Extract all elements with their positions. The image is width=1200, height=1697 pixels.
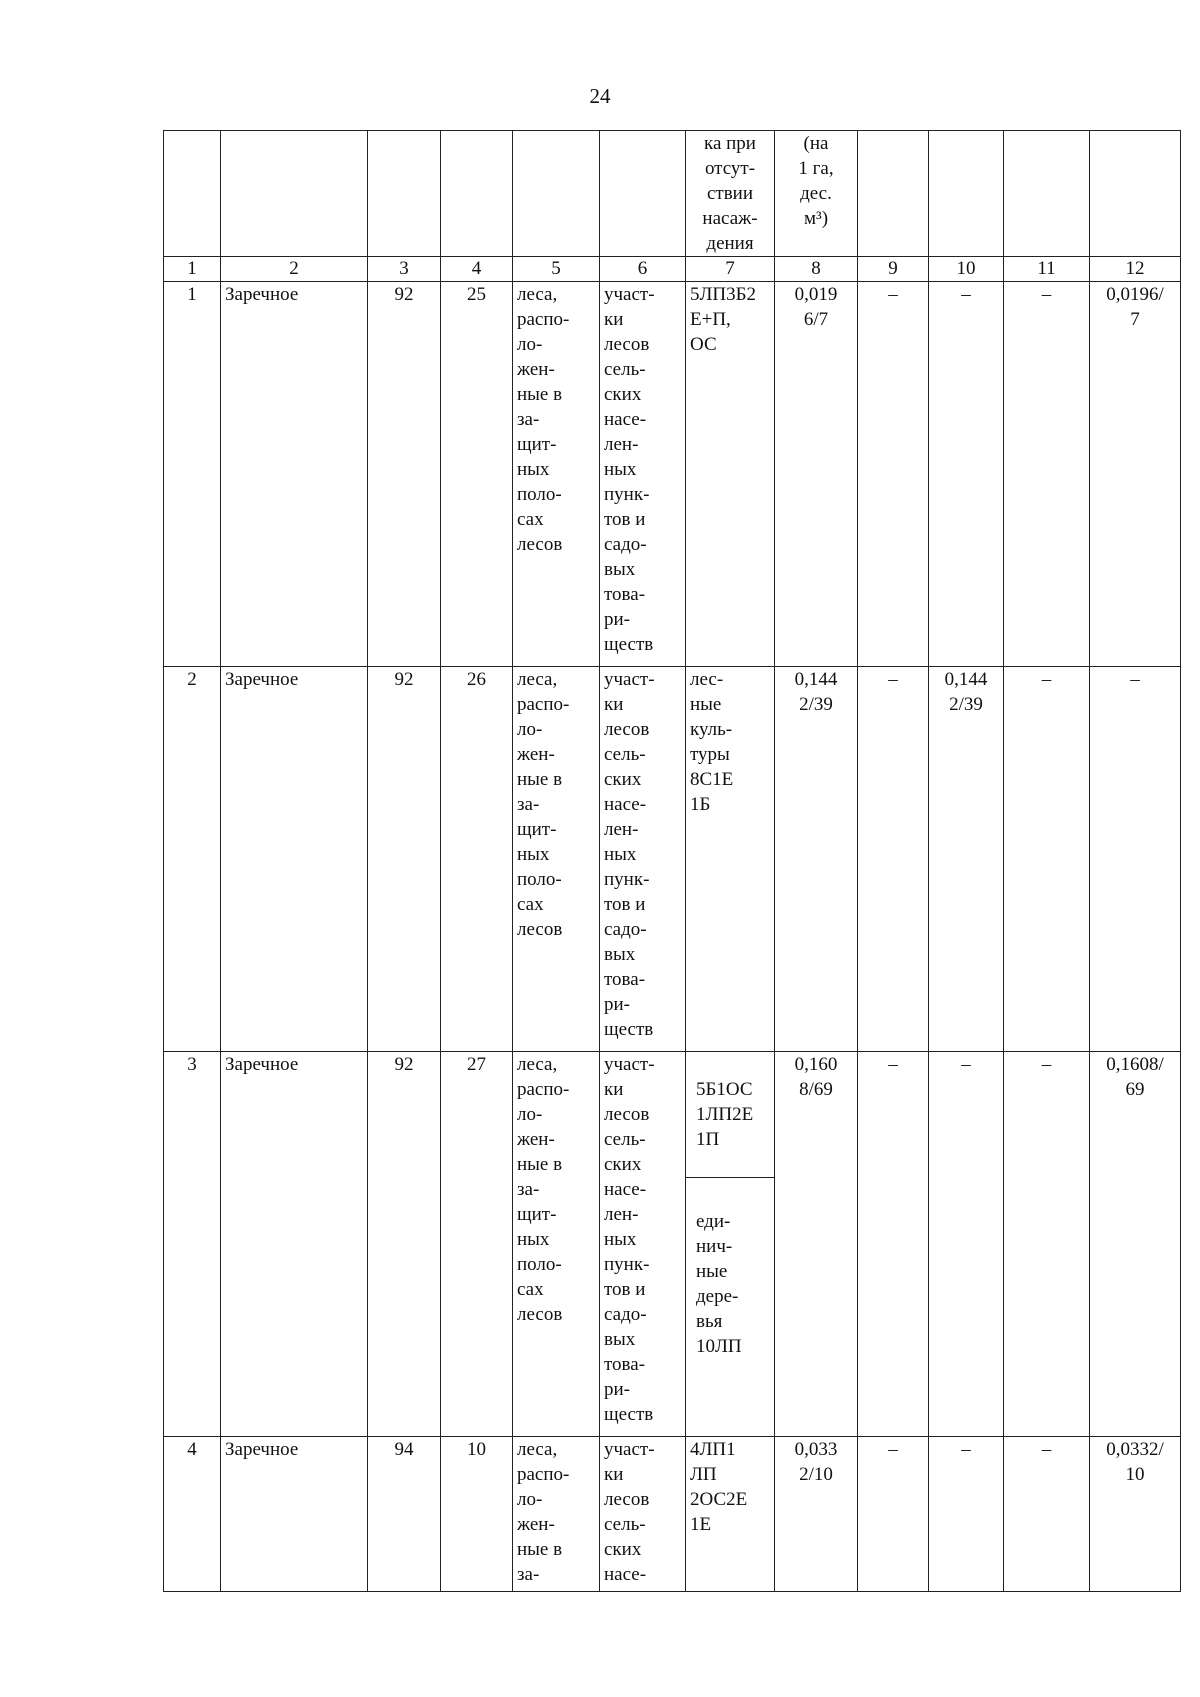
col11-value: – bbox=[1004, 1437, 1090, 1592]
col9-value: – bbox=[858, 282, 929, 667]
col9-value: – bbox=[858, 667, 929, 1052]
forest-category: леса, распо- ло- жен- ные в за- щит- ных поло- сах лесов bbox=[513, 1052, 600, 1437]
page-number: 24 bbox=[589, 84, 611, 108]
header-continuation-row bbox=[164, 131, 1181, 257]
volume-value: 0,019 6/7 bbox=[775, 282, 858, 667]
col10-value: – bbox=[929, 1052, 1004, 1437]
header-cell bbox=[858, 131, 929, 257]
volume-value: 0,144 2/39 bbox=[775, 667, 858, 1052]
header-cell bbox=[1004, 131, 1090, 257]
col11-value: – bbox=[1004, 282, 1090, 667]
header-cell-col8: (на 1 га, дес. м³) bbox=[775, 131, 858, 257]
protective-category: участ- ки лесов сель- ских насе- лен- ных пунк- тов и садо- вых това- ри- ществ bbox=[600, 1052, 686, 1437]
quarter-number: 92 bbox=[368, 667, 441, 1052]
row-number: 2 bbox=[164, 667, 221, 1052]
header-cell bbox=[368, 131, 441, 257]
volume-value: 0,033 2/10 bbox=[775, 1437, 858, 1592]
section-number: 25 bbox=[441, 282, 513, 667]
forest-category: леса, распо- ло- жен- ные в за- щит- ных поло- сах лесов bbox=[513, 667, 600, 1052]
col10-value: – bbox=[929, 1437, 1004, 1592]
quarter-number: 94 bbox=[368, 1437, 441, 1592]
column-number: 4 bbox=[441, 257, 513, 282]
stand-composition: 5Б1ОС 1ЛП2Е 1П bbox=[686, 1077, 774, 1178]
col12-value: 0,0196/ 7 bbox=[1090, 282, 1181, 667]
column-number: 2 bbox=[221, 257, 368, 282]
col10-value: – bbox=[929, 282, 1004, 667]
table-row bbox=[164, 1437, 1181, 1592]
col12-value: – bbox=[1090, 667, 1181, 1052]
locality-name: Заречное bbox=[221, 1052, 368, 1437]
stand-composition: лес- ные куль- туры 8С1Е 1Б bbox=[686, 667, 775, 1052]
column-number: 12 bbox=[1090, 257, 1181, 282]
protective-category: участ- ки лесов сель- ских насе- лен- ных пунк- тов и садо- вых това- ри- ществ bbox=[600, 282, 686, 667]
header-cell bbox=[441, 131, 513, 257]
row-number: 3 bbox=[164, 1052, 221, 1437]
col12-value: 0,0332/ 10 bbox=[1090, 1437, 1181, 1592]
header-cell bbox=[929, 131, 1004, 257]
header-cell bbox=[164, 131, 221, 257]
col11-value: – bbox=[1004, 667, 1090, 1052]
forest-plots-table bbox=[163, 130, 1181, 1592]
col12-value: 0,1608/ 69 bbox=[1090, 1052, 1181, 1437]
header-cell bbox=[600, 131, 686, 257]
stand-composition: 4ЛП1 ЛП 2ОС2Е 1Е bbox=[686, 1437, 775, 1592]
locality-name: Заречное bbox=[221, 282, 368, 667]
protective-category: участ- ки лесов сель- ских насе- лен- ных пунк- тов и садо- вых това- ри- ществ bbox=[600, 667, 686, 1052]
protective-category: участ- ки лесов сель- ских насе- bbox=[600, 1437, 686, 1592]
single-trees: еди- нич- ные дере- вья 10ЛП bbox=[696, 1211, 742, 1357]
locality-name: Заречное bbox=[221, 667, 368, 1052]
section-number: 27 bbox=[441, 1052, 513, 1437]
table-row bbox=[164, 282, 1181, 667]
col10-value: 0,144 2/39 bbox=[929, 667, 1004, 1052]
table-row bbox=[164, 1052, 1181, 1437]
column-number-row bbox=[164, 257, 1181, 282]
stand-composition: 5ЛП3Б2 Е+П, ОС bbox=[686, 282, 775, 667]
column-number: 3 bbox=[368, 257, 441, 282]
col11-value: – bbox=[1004, 1052, 1090, 1437]
stand-composition-split bbox=[686, 1052, 775, 1437]
section-number: 10 bbox=[441, 1437, 513, 1592]
volume-value: 0,160 8/69 bbox=[775, 1052, 858, 1437]
header-cell bbox=[1090, 131, 1181, 257]
table-row bbox=[164, 667, 1181, 1052]
column-number: 11 bbox=[1004, 257, 1090, 282]
forest-category: леса, распо- ло- жен- ные в за- bbox=[513, 1437, 600, 1592]
header-cell bbox=[513, 131, 600, 257]
header-cell-col7: ка при отсут- ствии насаж- дения bbox=[686, 131, 775, 257]
column-number: 7 bbox=[686, 257, 775, 282]
section-number: 26 bbox=[441, 667, 513, 1052]
column-number: 5 bbox=[513, 257, 600, 282]
column-number: 9 bbox=[858, 257, 929, 282]
column-number: 1 bbox=[164, 257, 221, 282]
quarter-number: 92 bbox=[368, 1052, 441, 1437]
col9-value: – bbox=[858, 1052, 929, 1437]
column-number: 8 bbox=[775, 257, 858, 282]
col9-value: – bbox=[858, 1437, 929, 1592]
row-number: 4 bbox=[164, 1437, 221, 1592]
header-cell bbox=[221, 131, 368, 257]
row-number: 1 bbox=[164, 282, 221, 667]
locality-name: Заречное bbox=[221, 1437, 368, 1592]
column-number: 10 bbox=[929, 257, 1004, 282]
forest-category: леса, распо- ло- жен- ные в за- щит- ных поло- сах лесов bbox=[513, 282, 600, 667]
quarter-number: 92 bbox=[368, 282, 441, 667]
column-number: 6 bbox=[600, 257, 686, 282]
